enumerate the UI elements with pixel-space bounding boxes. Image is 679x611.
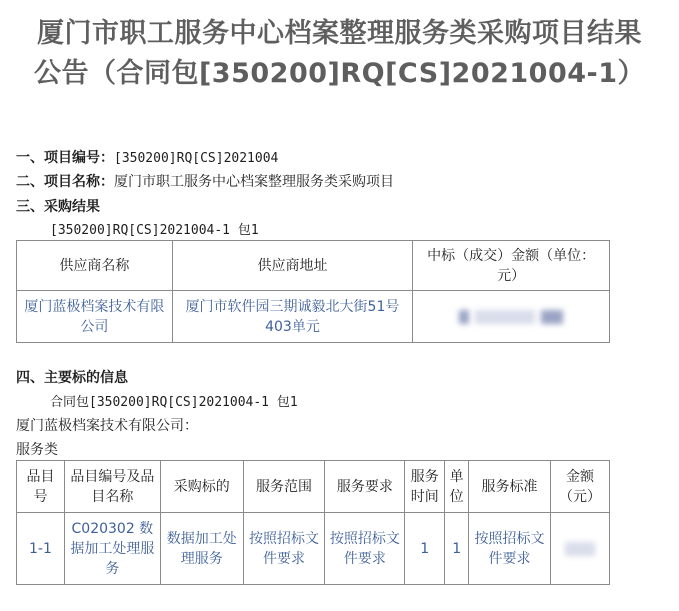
supplier-name-cell: 厦门蓝极档案技术有限公司 <box>17 291 173 343</box>
main-items-heading: 四、主要标的信息 <box>16 370 128 386</box>
items-table <box>16 460 610 585</box>
header-supplier-name: 供应商名称 <box>17 241 173 291</box>
result-table-header <box>17 241 610 291</box>
time-cell: 1 <box>405 513 445 585</box>
procurement-result-heading: 三、采购结果 <box>16 199 100 215</box>
header-standard: 服务标准 <box>469 461 551 513</box>
item-amount-cell-redacted <box>550 513 609 585</box>
target-cell: 数据加工处理服务 <box>160 513 243 585</box>
amount-cell-redacted <box>413 291 610 343</box>
unit-cell: 1 <box>445 513 469 585</box>
header-amount: 金额（元） <box>550 461 609 513</box>
header-scope: 服务范围 <box>243 461 325 513</box>
project-number-value: [350200]RQ[CS]2021004 <box>114 151 279 166</box>
header-item-no: 品目号 <box>17 461 65 513</box>
items-table-row <box>17 513 610 585</box>
project-name-line <box>16 172 394 192</box>
requirement-cell: 按照招标文件要求 <box>325 513 405 585</box>
title-line-1: 厦门市职工服务中心档案整理服务类采购项目结果 <box>37 18 642 49</box>
standard-cell: 按照招标文件要求 <box>469 513 551 585</box>
scope-cell: 按照招标文件要求 <box>243 513 325 585</box>
items-package-line: 合同包[350200]RQ[CS]2021004-1 包1 <box>50 395 298 410</box>
supplier-company-line: 厦门蓝极档案技术有限公司： <box>16 418 198 434</box>
header-unit: 单位 <box>445 461 469 513</box>
header-target: 采购标的 <box>160 461 243 513</box>
result-package-line: [350200]RQ[CS]2021004-1 包1 <box>50 223 259 238</box>
result-table-row <box>17 291 610 343</box>
header-supplier-address: 供应商地址 <box>172 241 413 291</box>
category-line: 服务类 <box>16 442 58 458</box>
header-amount: 中标（成交）金额（单位：元） <box>413 241 610 291</box>
supplier-address-cell: 厦门市软件园三期诚毅北大街51号403单元 <box>172 291 413 343</box>
page-title <box>0 14 679 94</box>
items-table-header <box>17 461 610 513</box>
project-name-value: 厦门市职工服务中心档案整理服务类采购项目 <box>114 174 394 190</box>
title-line-2: 公告（合同包[350200]RQ[CS]2021004-1） <box>33 58 646 89</box>
header-item-code-name: 品目编号及品目名称 <box>64 461 160 513</box>
project-number-heading: 一、项目编号： <box>16 150 114 166</box>
item-code-name-cell: C020302 数据加工处理服务 <box>64 513 160 585</box>
header-requirement: 服务要求 <box>325 461 405 513</box>
header-time: 服务时间 <box>405 461 445 513</box>
item-no-cell: 1-1 <box>17 513 65 585</box>
project-number-line <box>16 148 278 169</box>
project-name-heading: 二、项目名称： <box>16 174 114 190</box>
result-table <box>16 240 610 343</box>
